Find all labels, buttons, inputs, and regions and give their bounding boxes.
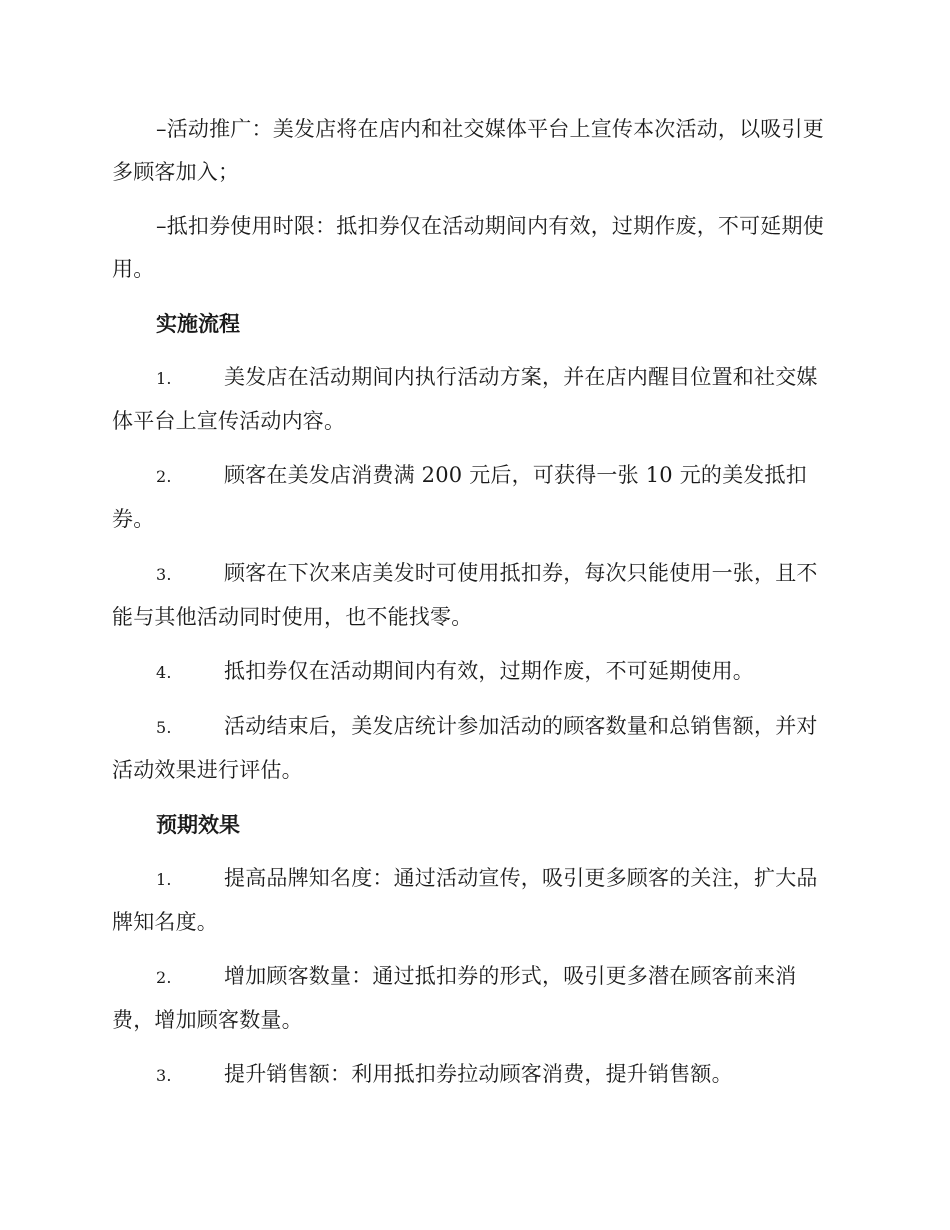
voucher-validity-paragraph: –抵扣券使用时限：抵扣券仅在活动期间内有效，过期作废，不可延期使用。 [112,214,824,281]
list-item-number: 4. [156,663,172,682]
implementation-heading: 实施流程 [156,311,240,336]
list-item-number: 2. [156,467,172,486]
list-item [112,552,834,639]
list-item-text: 提高品牌知名度：通过活动宣传，吸引更多顾客的关注，扩大品牌知名度。 [112,866,818,934]
document-page [112,108,834,1108]
list-item-number: 1. [156,870,172,889]
list-item-text: 顾客在美发店消费满 200 元后，可获得一张 10 元的美发抵扣券。 [112,463,807,531]
expected-results-heading: 预期效果 [156,812,240,837]
list-item-number: 1. [156,369,172,388]
list-item-text: 美发店在活动期间内执行活动方案，并在店内醒目位置和社交媒体平台上宣传活动内容。 [112,365,818,433]
list-item [112,1053,834,1097]
promotion-paragraph: –活动推广：美发店将在店内和社交媒体平台上宣传本次活动，以吸引更多顾客加入； [112,117,824,184]
list-item-number: 3. [156,565,172,584]
list-item-number: 5. [156,718,172,737]
list-item [112,857,834,944]
list-item-text: 抵扣券仅在活动期间内有效，过期作废，不可延期使用。 [224,659,754,683]
list-item [112,705,834,792]
list-item [112,454,834,541]
list-item-number: 3. [156,1066,172,1085]
list-item [112,356,834,443]
list-item-text: 提升销售额：利用抵扣券拉动顾客消费，提升销售额。 [224,1062,733,1086]
list-item [112,650,834,694]
list-item [112,955,834,1042]
list-item-number: 2. [156,968,172,987]
list-item-text: 顾客在下次来店美发时可使用抵扣券，每次只能使用一张，且不能与其他活动同时使用，也不能找零。 [112,561,818,629]
list-item-text: 增加顾客数量：通过抵扣券的形式，吸引更多潜在顾客前来消费，增加顾客数量。 [112,964,797,1032]
list-item-text: 活动结束后，美发店统计参加活动的顾客数量和总销售额，并对活动效果进行评估。 [112,714,818,782]
